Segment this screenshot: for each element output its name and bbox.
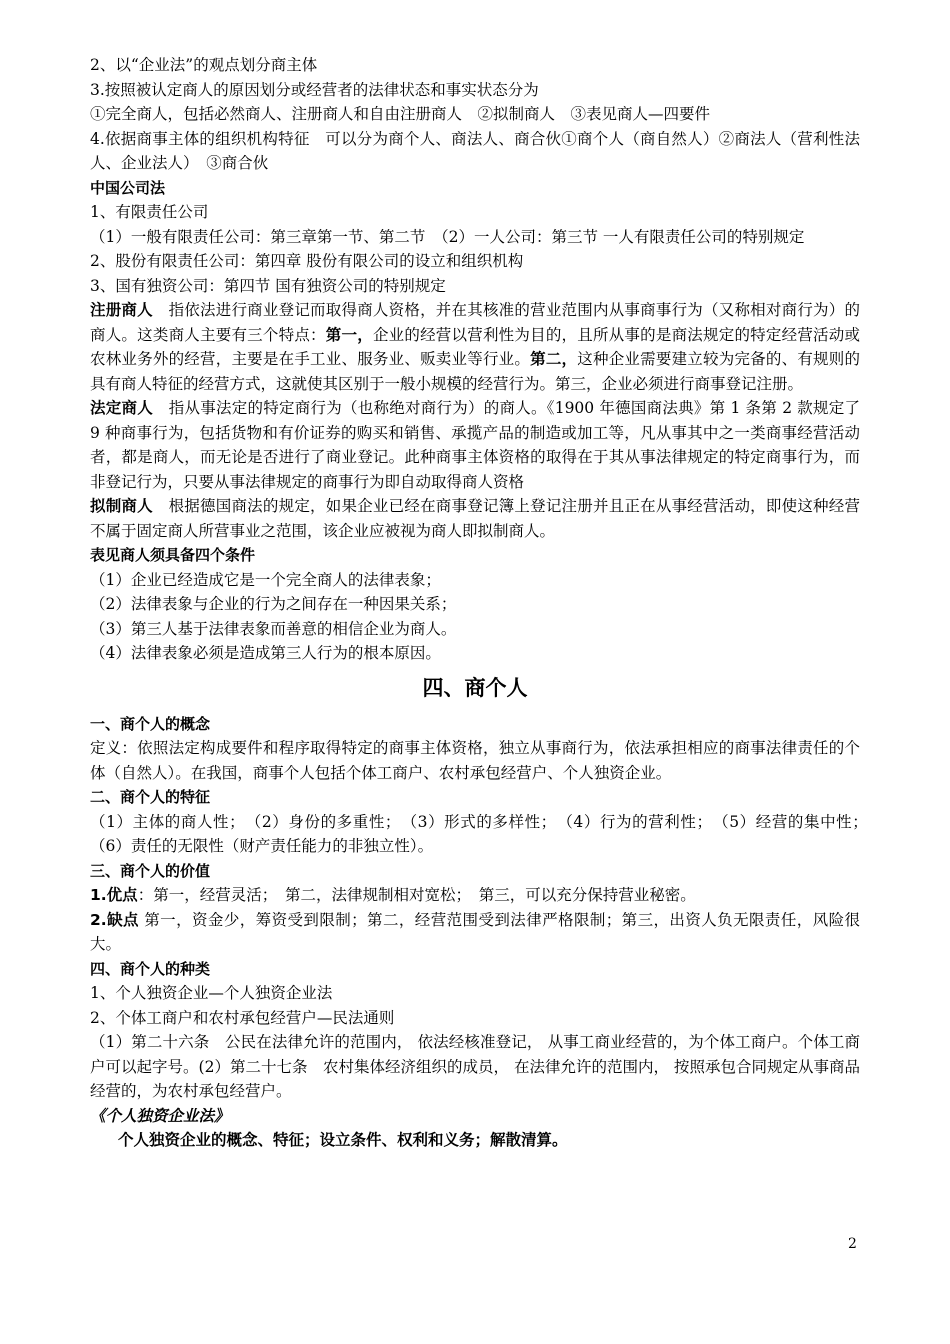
section-heading: 中国公司法 xyxy=(90,178,166,197)
paragraph: （1）一般有限责任公司：第三章第一节、第二节 （2）一人公司：第三节 一人有限责任公司的特别规定 xyxy=(90,227,805,246)
disadvantages-paragraph xyxy=(90,908,860,957)
paragraph: 3、国有独资公司：第四节 国有独资公司的特别规定 xyxy=(90,276,446,295)
text-span: 根据德国商法的规定，如果企业已经在商事登记簿上登记注册并且正在从事经营活动，即使这种经营不属于固定商人所营事业之范围，该企业应被视为商人即拟制商人。 xyxy=(90,497,860,540)
text-span: 指从事法定的特定商行为（也称绝对商行为）的商人。《1900 年德国商法典》第 1 条第 2 款规定了 9 种商事行为，包括货物和有价证券的购买和销售、承揽产品的制造或加工等，凡从事其中之一类商事经营活动者，都是商人，而无论是否进行了商业登记。此种商事主体资格的取得在于其从事法律规定的特定商事行为，而非登记行为，只要从事法律规定的商事行为即自动取得商人资格 xyxy=(90,399,860,491)
paragraph: 2、股份有限责任公司：第四章 股份有限公司的设立和组织机构 xyxy=(90,252,524,270)
text-span: 指依法进行商业登记而取得商人资格，并在其核准的营业范围内从事商事行为（又称相对商行为）的商人。这类商人主要有三个特点： xyxy=(90,301,860,344)
section-heading: 三、商个人的价值 xyxy=(90,861,211,880)
emphasis: 第一， xyxy=(325,325,373,344)
term-label: 拟制商人 xyxy=(90,497,153,515)
advantages-paragraph xyxy=(90,883,860,908)
paragraph: 2、个体工商户和农村承包经营户—民法通则 xyxy=(90,1008,395,1027)
fictitious-merchant-paragraph xyxy=(90,494,860,543)
paragraph: 4.依据商事主体的组织机构特征 可以分为商个人、商法人、商合伙①商个人（商自然人）②商法人（营利性法人、企业法人） ③商合伙 xyxy=(90,129,860,172)
paragraph: 2、以“企业法”的观点划分商主体 xyxy=(90,56,318,74)
section-heading: 一、商个人的概念 xyxy=(90,714,211,733)
section-heading: 表见商人须具备四个条件 xyxy=(90,546,256,564)
law-title: 《个人独资企业法》 xyxy=(90,1106,230,1125)
section-heading: 二、商个人的特征 xyxy=(90,788,211,806)
page-number: 2 xyxy=(848,1236,857,1252)
paragraph: （1）主体的商人性； （2）身份的多重性； （3）形式的多样性； （4）行为的营利性； （5）经营的集中性； （6）责任的无限性（财产责任能力的非独立性）。 xyxy=(90,812,876,855)
term-label: 注册商人 xyxy=(90,301,153,319)
section-heading: 四、商个人的种类 xyxy=(90,959,211,978)
paragraph: ①完全商人，包括必然商人、注册商人和自由注册商人 ②拟制商人 ③表见商人—四要件 xyxy=(90,105,711,123)
list-item: （3）第三人基于法律表象而善意的相信企业为商人。 xyxy=(90,619,457,638)
list-item: （4）法律表象必须是造成第三人行为的根本原因。 xyxy=(90,644,441,662)
paragraph: 1、个人独资企业—个人独资企业法 xyxy=(90,984,333,1002)
paragraph: （1）第二十六条 公民在法律允许的范围内， 依法经核准登记， 从事工商业经营的，为个体工商户。个体工商户可以起字号。(2）第二十七条 农村集体经济组织的成员， 在法律允许的范围内， 按照承包合同规定从事商品经营的，为农村承包经营户。 xyxy=(90,1033,860,1100)
text-span: 这种企业需要建立较为完备的、有规则的具有商人特征的经营方式，这就使其区别于一般小规模的经营行为。第三，企业必须进行商事登记注册。 xyxy=(90,350,860,393)
page-content xyxy=(90,53,876,1153)
list-item: （2）法律表象与企业的行为之间存在一种因果关系； xyxy=(90,595,457,613)
text-span: 企业的经营以营利性为目的，且所从事的是商法规定的特定经营活动或农林业务外的经营，主要是在手工业、服务业、贩卖业等行业。 xyxy=(90,325,860,368)
chapter-title: 四、商个人 xyxy=(422,675,528,700)
list-item: （1）企业已经造成它是一个完全商人的法律表象； xyxy=(90,570,441,589)
paragraph: 1、有限责任公司 xyxy=(90,203,209,221)
emphasis: 第二， xyxy=(530,350,578,368)
law-summary: 个人独资企业的概念、特征；设立条件、权利和义务；解散清算。 xyxy=(118,1131,568,1149)
paragraph: 定义：依照法定构成要件和程序取得特定的商事主体资格，独立从事商行为，依法承担相应的商事法律责任的个体（自然人）。在我国，商事个人包括个体工商户、农村承包经营户、个人独资企业。 xyxy=(90,739,860,782)
text-span: ：第一，经营灵活； 第二，法律规制相对宽松； 第三，可以充分保持营业秘密。 xyxy=(137,886,696,904)
paragraph: 3.按照被认定商人的原因划分或经营者的法律状态和事实状态分为 xyxy=(90,80,539,99)
term-label: 法定商人 xyxy=(90,399,153,417)
text-span: 第一，资金少，筹资受到限制；第二，经营范围受到法律严格限制；第三，出资人负无限责任，风险很大。 xyxy=(90,910,860,953)
term-label: 1.优点 xyxy=(90,886,138,904)
term-label: 2.缺点 xyxy=(90,910,139,929)
registered-merchant-paragraph xyxy=(90,298,860,396)
legal-merchant-paragraph xyxy=(90,396,860,494)
